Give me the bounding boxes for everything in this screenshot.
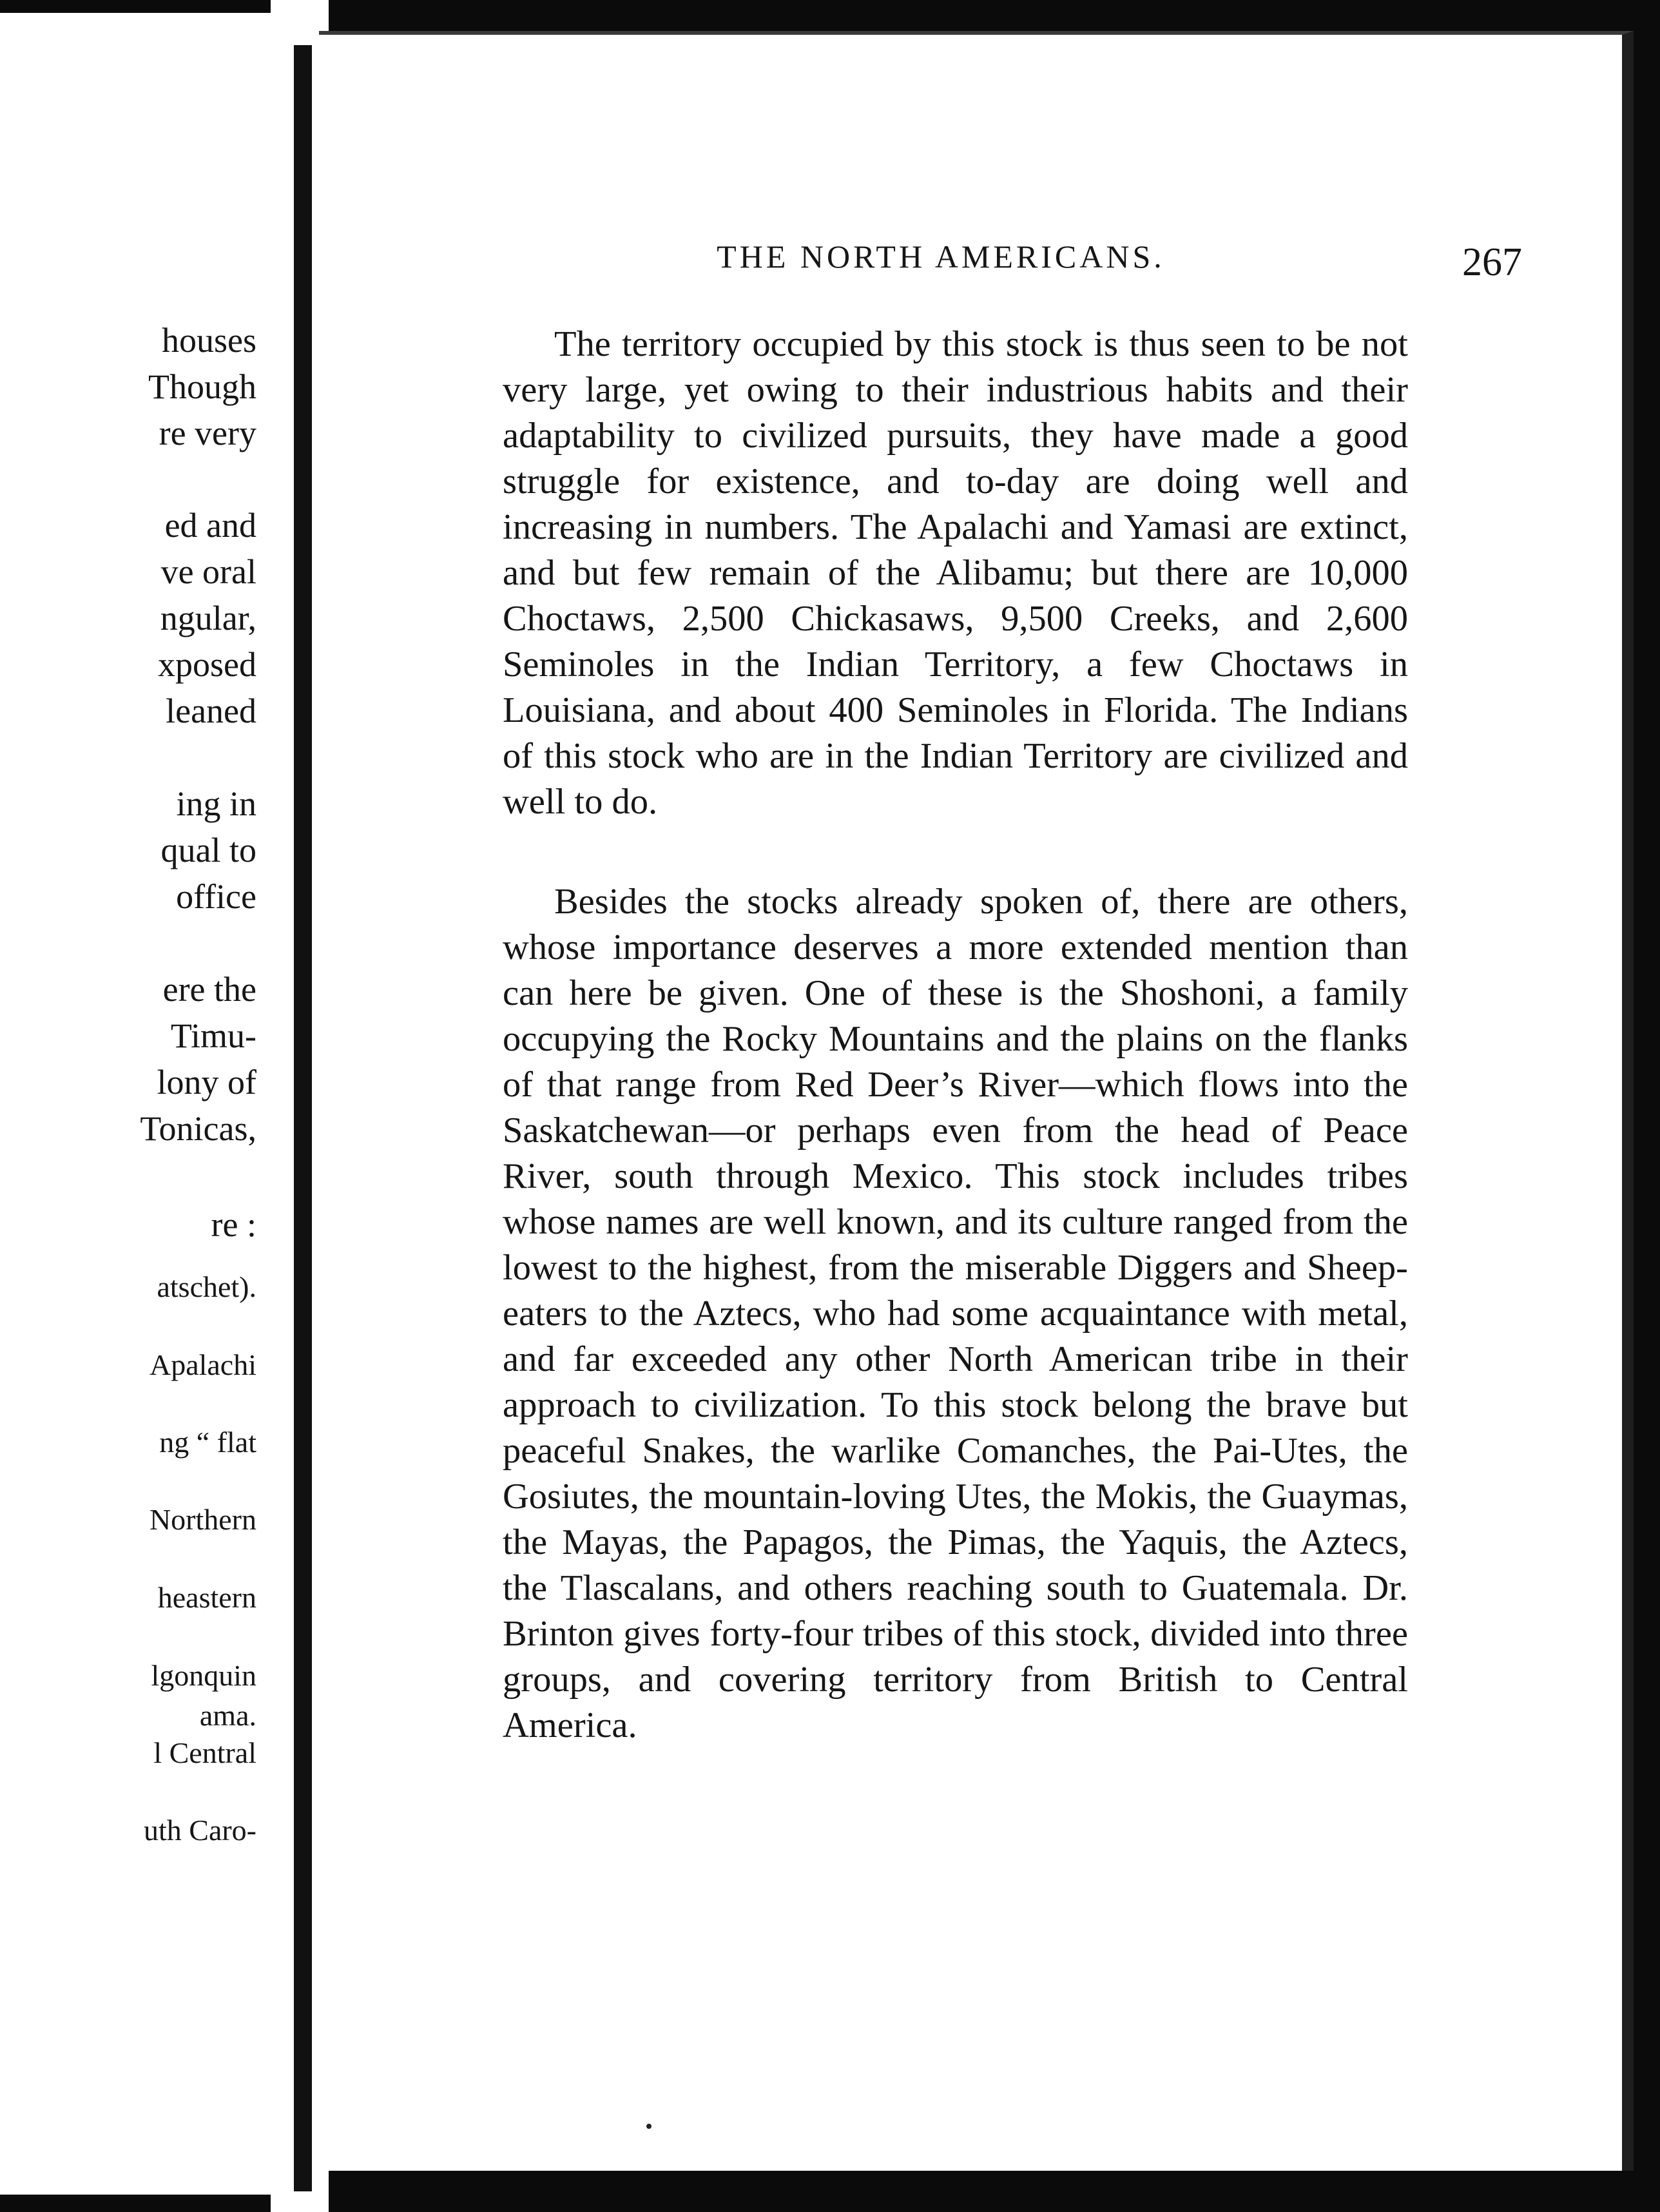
left-fragment: lgonquin	[151, 1659, 256, 1692]
scan-top-edge	[0, 0, 1660, 14]
paragraph: The territory occupied by this stock is thus seen to be not very large, yet owing to their industrious habits and their adaptability to civilized pursuits, they have made a good struggle for existence, and to-day are doing well and increasing in numbers. The Apalachi and Yamasi are extinct, and but few remain of the Alibamu; but there are 10,000 Choctaws, 2,500 Chickasaws, 9,500 Creeks, and 2,600 Seminoles in the Indian Territory, a few Choctaws in Louisiana, and about 400 Seminoles in Florida. The Indians of this stock who are in the Indian Territory are civilized and well to do.	[503, 324, 1408, 822]
left-fragment: Timu-	[170, 1016, 256, 1055]
left-fragment: Northern	[149, 1503, 256, 1536]
left-fragment: qual to	[160, 831, 256, 869]
left-fragment: ing in	[176, 784, 256, 823]
body-text	[503, 322, 1408, 1749]
left-fragment: atschet).	[157, 1270, 256, 1303]
left-fragment: ve oral	[160, 552, 256, 591]
left-fragment: ama.	[199, 1699, 256, 1732]
left-fragment: office	[176, 877, 256, 916]
binding-shadow	[294, 45, 312, 2191]
running-head: THE NORTH AMERICANS.	[717, 238, 1165, 275]
left-fragment: ed and	[164, 506, 256, 545]
left-fragment: Tonicas,	[140, 1109, 256, 1148]
left-fragment: leaned	[166, 692, 256, 730]
left-fragment: Though	[148, 367, 256, 406]
page-number: 267	[1462, 240, 1522, 284]
facing-page-left	[0, 13, 271, 2195]
left-fragment: xposed	[158, 645, 256, 684]
left-fragment: heastern	[157, 1581, 256, 1614]
paragraph: Besides the stocks already spoken of, there are others, whose importance deserves a more extended mention than can here be given. One of these is the Shoshoni, a family occupying the Rocky Mountains and the plains on the flanks of that range from Red Deer’s River—which flows into the Saskatchewan—or perhaps even from the head of Peace River, south through Mexico. This stock includes tribes whose names are well known, and its culture ranged from the lowest to the highest, from the miserable Diggers and Sheep-eaters to the Aztecs, who had some acquaintance with metal, and far exceeded any other North American tribe in their approach to civilization. To this stock belong the brave but peaceful Snakes, the warlike Comanches, the Pai-Utes, the Gosiutes, the mountain-loving Utes, the Mokis, the Guaymas, the Mayas, the Papagos, the Pimas, the Yaquis, the Aztecs, the Tlascalans, and others reaching south to Guatemala. Dr. Brinton gives forty-four tribes of this stock, divided into three groups, and covering territory from British to Central America.	[503, 882, 1408, 1745]
left-fragment: re :	[211, 1205, 256, 1244]
page-right	[319, 31, 1634, 2171]
left-fragment: l Central	[153, 1736, 256, 1769]
left-fragment: ere the	[162, 970, 256, 1009]
left-fragment: re very	[159, 414, 256, 452]
left-fragment: Apalachi	[149, 1348, 256, 1381]
left-fragment: ng “ flat	[159, 1426, 256, 1459]
left-fragment: lony of	[157, 1063, 256, 1101]
left-fragment: uth Caro-	[143, 1814, 256, 1847]
ink-speck	[646, 2124, 651, 2129]
left-fragment: houses	[162, 321, 256, 360]
left-fragment: ngular,	[160, 599, 256, 637]
